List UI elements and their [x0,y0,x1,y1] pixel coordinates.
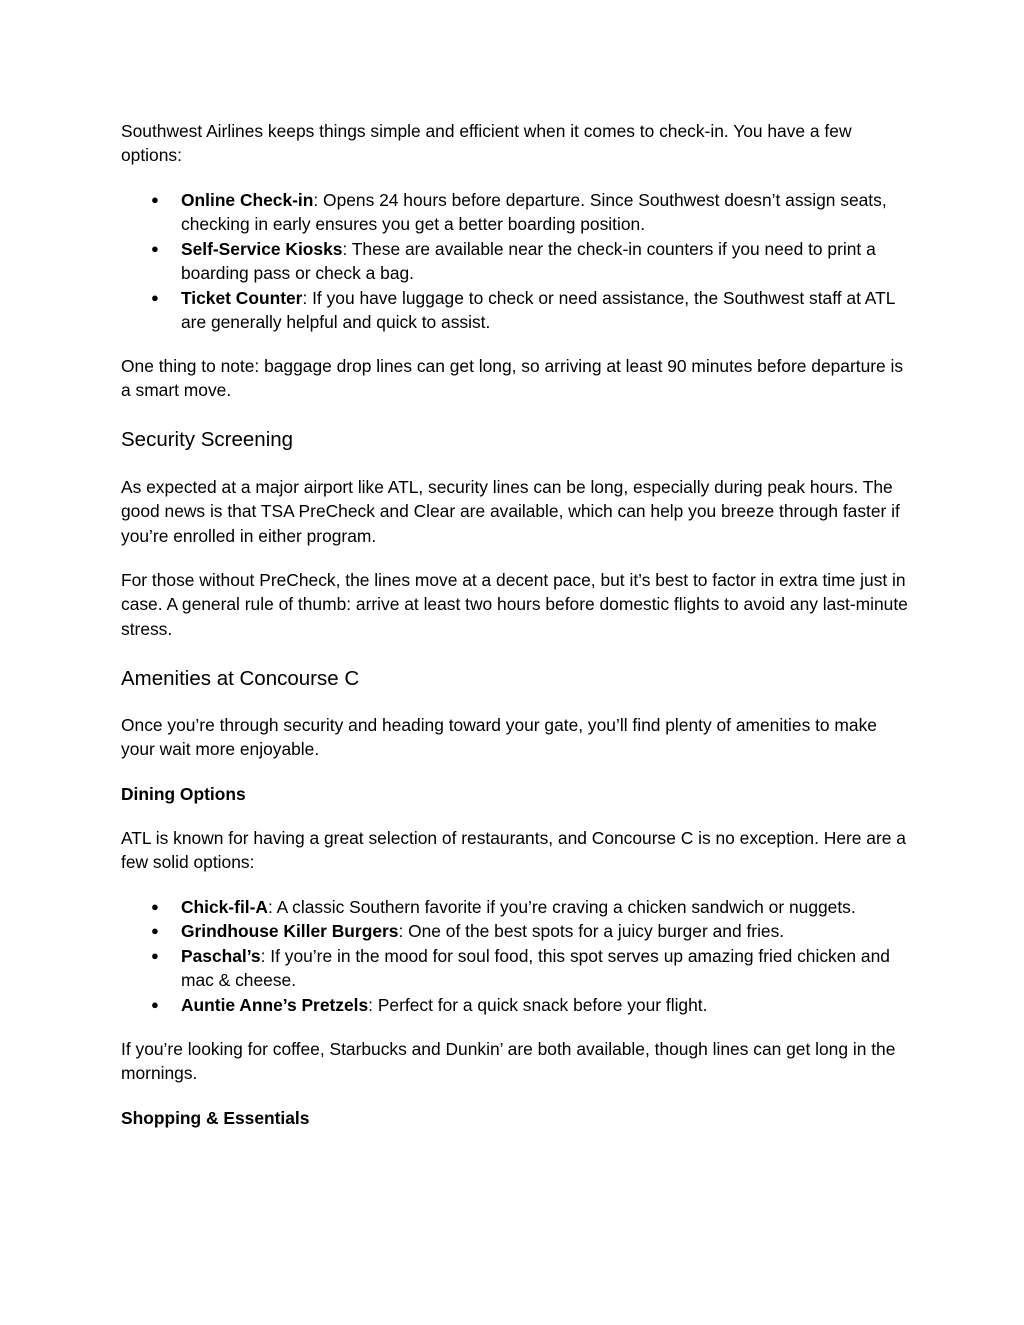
dining-intro-paragraph: ATL is known for having a great selection of restaurants, and Concourse C is no exception. Here are a few solid options: [121,828,906,873]
intro-paragraph: Southwest Airlines keeps things simple and efficient when it comes to check-in. You have a few options: [121,121,852,166]
coffee-note-paragraph: If you’re looking for coffee, Starbucks and Dunkin’ are both available, though lines can get long in the mornings. [121,1039,896,1084]
security-paragraph-2: For those without PreCheck, the lines move at a decent pace, but it’s best to factor in extra time just in case. A general rule of thumb: arrive at least two hours before domestic flights to avoid any last-minute stress. [121,570,908,639]
bullet-icon: ● [151,899,159,914]
list-item [121,895,911,919]
list-item [121,919,911,943]
item-title: Auntie Anne’s Pretzels [181,994,369,1015]
item-text: : Opens 24 hours before departure. Since Southwest doesn’t assign seats, checking in early ensures you get a better boarding position. [181,190,887,235]
amenities-intro-paragraph: Once you’re through security and heading toward your gate, you’ll find plenty of amenities to make your wait more enjoyable. [121,715,877,760]
amenities-heading: Amenities at Concourse C [121,667,360,690]
dining-options-list [121,895,911,1017]
item-title: Online Check-in [181,190,314,210]
list-item [121,188,911,237]
item-title: Chick-fil-A [181,897,268,917]
item-title: Self-Service Kiosks [181,238,343,259]
shopping-heading: Shopping & Essentials [121,1108,310,1128]
item-title: Paschal’s [181,945,261,966]
item-title: Grindhouse Killer Burgers [181,921,399,942]
list-item [121,944,911,993]
baggage-note-paragraph: One thing to note: baggage drop lines can get long, so arriving at least 90 minutes before departure is a smart move. [121,356,904,401]
item-text: : A classic Southern favorite if you’re craving a chicken sandwich or nuggets. [267,897,856,917]
bullet-icon: ● [151,947,159,963]
checkin-options-list [121,188,911,334]
list-item [121,286,911,335]
bullet-icon: ● [151,923,159,939]
security-heading: Security Screening [121,428,294,451]
list-item [121,993,911,1017]
item-title: Ticket Counter [181,287,303,308]
item-text: : One of the best spots for a juicy burger and fries. [398,921,785,942]
dining-heading: Dining Options [121,784,246,804]
security-paragraph-1: As expected at a major airport like ATL, security lines can be long, especially during peak hours. The good news is that TSA PreCheck and Clear are available, which can help you breeze through faster if you’re enrolled in either program. [121,477,900,546]
bullet-icon: ● [151,240,159,256]
bullet-icon: ● [151,289,159,305]
list-item [121,237,911,286]
item-text: : Perfect for a quick snack before your flight. [368,994,708,1015]
bullet-icon: ● [151,996,159,1012]
item-text: : These are available near the check-in counters if you need to print a boarding pass or check a bag. [181,238,876,284]
item-text: : If you have luggage to check or need assistance, the Southwest staff at ATL are generally helpful and quick to assist. [181,287,895,333]
item-text: : If you’re in the mood for soul food, this spot serves up amazing fried chicken and mac & cheese. [181,945,890,991]
bullet-icon: ● [151,192,159,207]
